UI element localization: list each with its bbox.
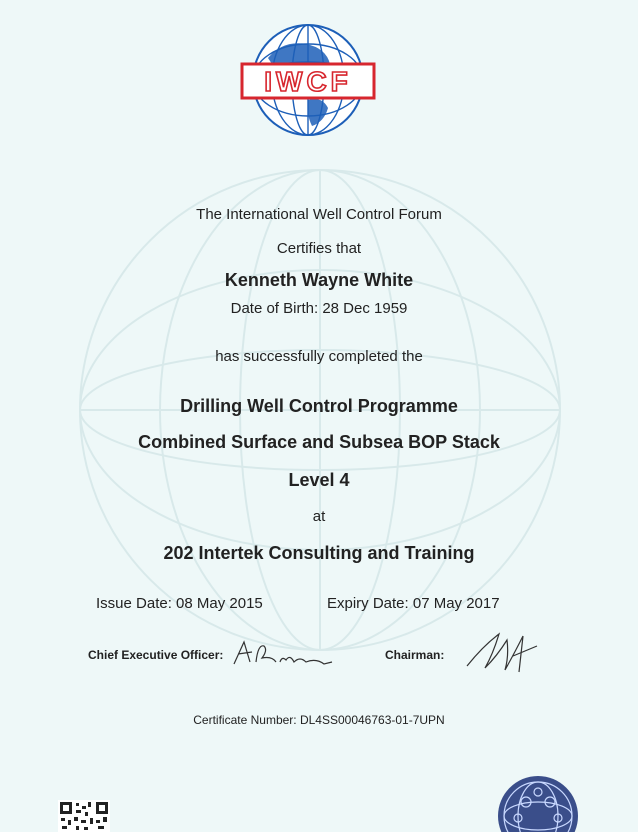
- iwcf-logo: [238, 18, 378, 148]
- hologram-seal-icon: [498, 772, 578, 832]
- logo-text: IWCF: [264, 66, 352, 97]
- at-text: at: [312, 508, 326, 525]
- completed-text: has successfully completed the: [215, 348, 423, 365]
- training-centre: 202 Intertek Consulting and Training: [163, 543, 475, 563]
- level-title: Level 4: [288, 470, 350, 490]
- ceo-label: Chief Executive Officer:: [88, 648, 224, 662]
- certifies-text: Certifies that: [276, 240, 362, 257]
- date-of-birth: Date of Birth: 28 Dec 1959: [230, 300, 408, 317]
- qr-code-icon: [58, 800, 110, 832]
- certificate-number: Certificate Number: DL4SS00046763-01-7UPN: [193, 713, 445, 727]
- issue-date: Issue Date: 08 May 2015: [96, 595, 263, 612]
- expiry-date: Expiry Date: 07 May 2017: [327, 595, 500, 612]
- ceo-signature: [228, 632, 348, 672]
- stack-title: Combined Surface and Subsea BOP Stack: [138, 432, 500, 452]
- organisation-name: The International Well Control Forum: [196, 206, 442, 223]
- programme-title: Drilling Well Control Programme: [180, 396, 458, 416]
- chairman-label: Chairman:: [385, 648, 445, 662]
- chairman-signature: [463, 626, 543, 678]
- holder-name: Kenneth Wayne White: [224, 270, 414, 290]
